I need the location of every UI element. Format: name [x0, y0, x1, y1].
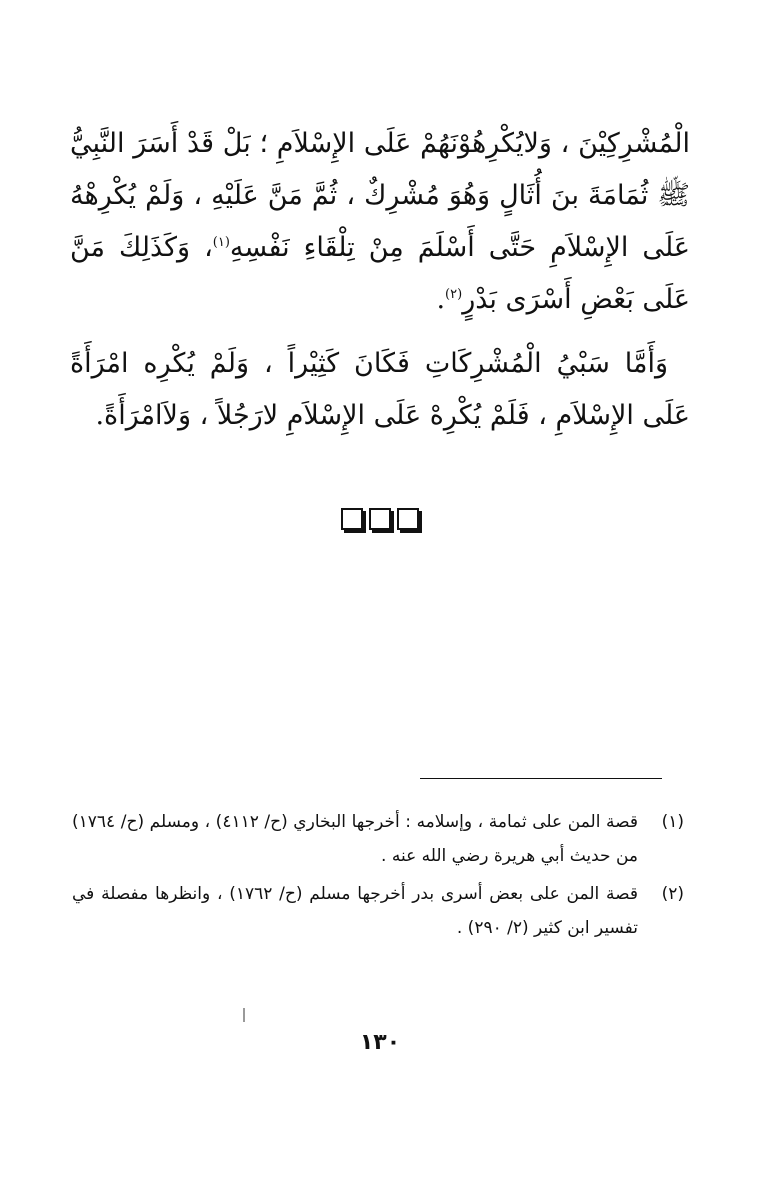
- paragraph-1-part-3: .: [436, 284, 446, 315]
- footnote-number: (٢): [661, 884, 684, 904]
- paragraph-1: [70, 118, 690, 326]
- paragraph-1-part-2: ، وَكَذَلِكَ مَنَّ عَلَى بَعْضِ أَسْرَى بَدْرٍ: [70, 232, 690, 315]
- footnote-text: قصة المن على بعض أسرى بدر أخرجها مسلم (ح/ ١٧٦٢) ، وانظرها مفصلة في تفسير ابن كثير (٢/ ٢٩٠) .: [72, 884, 638, 938]
- footnote-marker-1[interactable]: (١): [212, 235, 230, 250]
- separator-box-icon: [369, 508, 391, 530]
- page-number: ١٣٠: [359, 1030, 401, 1055]
- separator-box-icon: [341, 508, 363, 530]
- footnote-text: قصة المن على ثمامة ، وإسلامه : أخرجها البخاري (ح/ ٤١١٢) ، ومسلم (ح/ ١٧٦٤) من حديث أبي هريرة رضي الله عنه .: [72, 812, 638, 866]
- footnotes: [72, 805, 684, 949]
- main-text: [70, 118, 690, 442]
- footnote-divider: [420, 778, 662, 779]
- scan-mark: [243, 1008, 245, 1022]
- paragraph-1-part-1: الْمُشْرِكِيْنَ ، وَلايُكْرِهُوْنَهُمْ عَلَى الإِسْلاَمِ ؛ بَلْ قَدْ أَسَرَ النَّبِيُّ ﷺ ثُمَامَةَ بنَ أُثَالٍ وَهُوَ مُشْرِكٌ ، ثُمَّ مَنَّ عَلَيْهِ ، وَلَمْ يُكْرِهْهُ عَلَى الإِسْلاَمِ حَتَّى أَسْلَمَ مِنْ تِلْقَاءِ نَفْسِهِ: [70, 128, 690, 263]
- footnote-2: [72, 877, 684, 945]
- separator-box-icon: [397, 508, 419, 530]
- section-separator: [0, 508, 760, 530]
- footnote-number: (١): [661, 812, 684, 832]
- paragraph-2: وَأَمَّا سَبْيُ الْمُشْرِكَاتِ فَكَانَ كَثِيْراً ، وَلَمْ يُكْرِه امْرَأَةً عَلَى الإِسْلاَمِ ، فَلَمْ يُكْرِهْ عَلَى الإِسْلاَمِ لارَجُلاً ، وَلاَامْرَأَةً.: [70, 348, 690, 431]
- footnote-marker-2[interactable]: (٢): [445, 287, 463, 302]
- footnote-1: [72, 805, 684, 873]
